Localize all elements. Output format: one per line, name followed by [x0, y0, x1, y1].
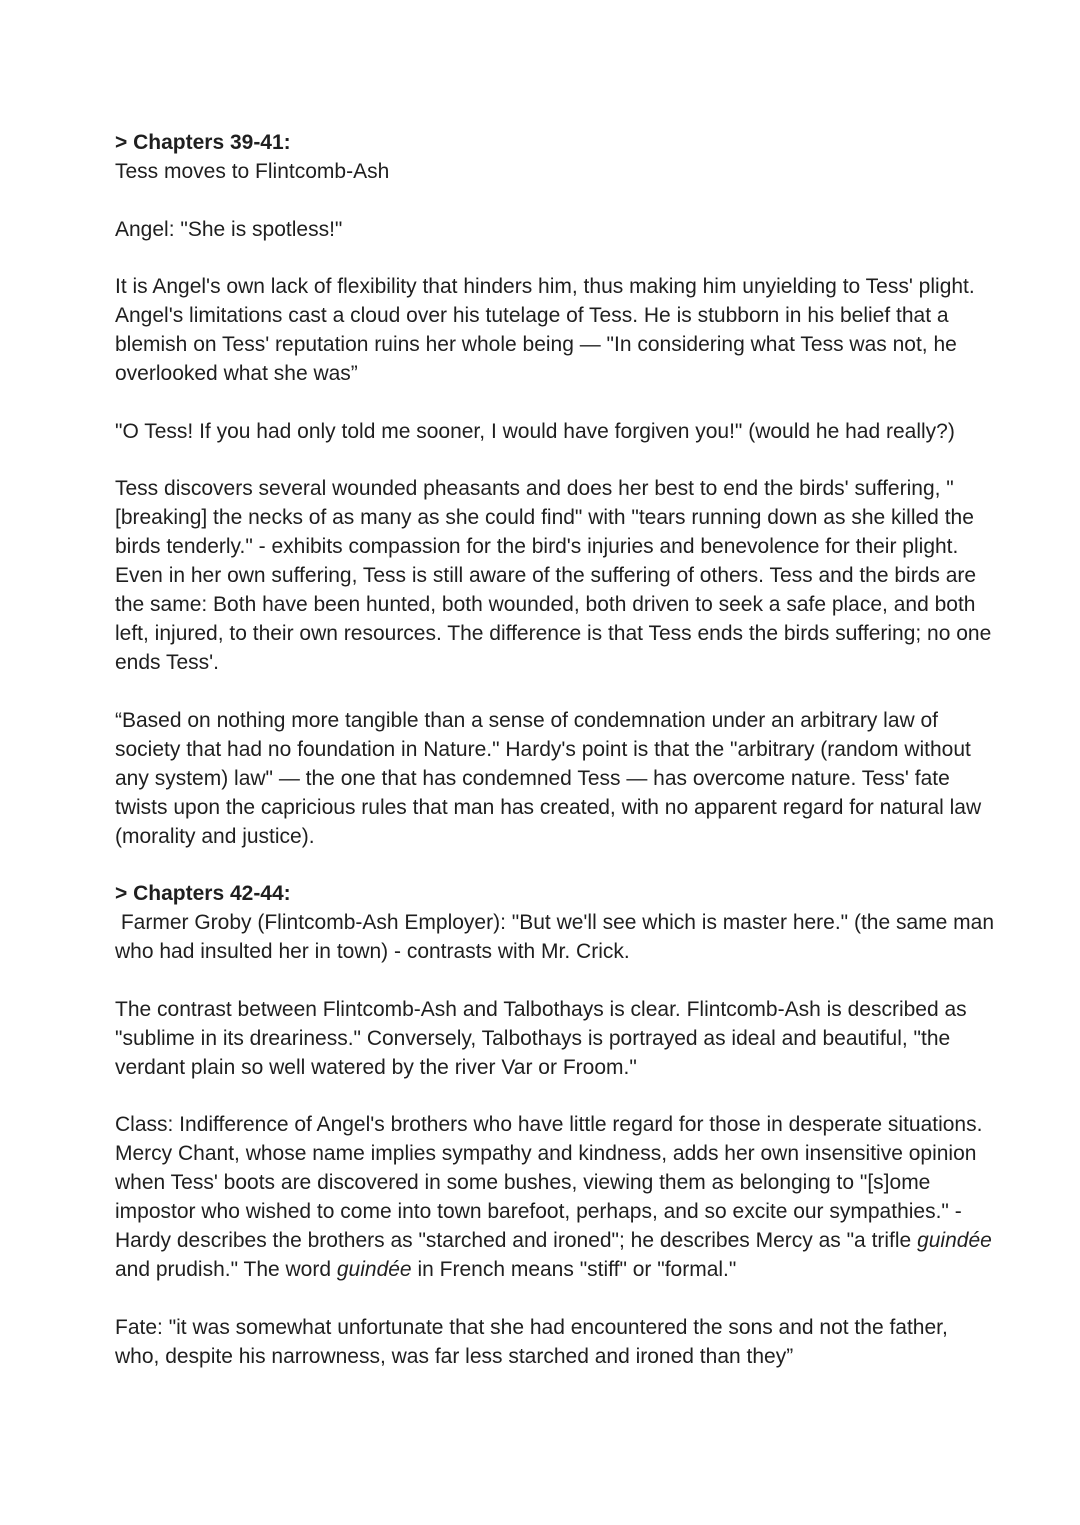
paragraph-farmer-groby: Farmer Groby (Flintcomb-Ash Employer): "But we'll see which is master here." (the same man who had insulted her in town) - contrasts with Mr. Crick. [115, 911, 1000, 963]
class-text-part1: Class: Indifference of Angel's brothers who have little regard for those in desperate situations. Mercy Chant, whose name implies sympathy and kindness, adds her own insensitive opinion when Tess' boots are discovered in some bushes, viewing them as belonging to "[s]ome impostor who wished to come into town barefoot, perhaps, and so excite our sympathies." - Hardy describes the brothers as "starched and ironed"; he describes Mercy as "a trifle [115, 1113, 989, 1252]
class-text-part2: and prudish." The word [115, 1229, 998, 1281]
paragraph-fate: Fate: "it was somewhat unfortunate that she had encountered the sons and not the father, who, despite his narrowness, was far less starched and ironed than they” [115, 1315, 948, 1368]
paragraph-class [115, 1110, 998, 1284]
paragraph-contrast: The contrast between Flintcomb-Ash and Talbothays is clear. Flintcomb-Ash is described as "sublime in its dreariness." Conversely, Talbothays is portrayed as ideal and beautiful, "the verdant plain so well watered by the river Var or Froom." [115, 997, 967, 1079]
class-italic-guindee-2: guindée [336, 1258, 412, 1281]
section-chapters-39-41-intro [115, 128, 995, 186]
class-text-part3: in French means "stiff" or "formal." [411, 1258, 737, 1281]
section-chapters-42-44-intro [115, 879, 1000, 966]
paragraph-o-tess-quote: "O Tess! If you had only told me sooner, I would have forgiven you!" (would he had really?) [115, 419, 955, 443]
section-heading-chapters-39-41: > Chapters 39-41: [115, 131, 291, 154]
paragraph-angel-quote: Angel: "She is spotless!" [115, 217, 343, 241]
paragraph-arbitrary-law: “Based on nothing more tangible than a sense of condemnation under an arbitrary law of society that had no foundation in Nature." Hardy's point is that the "arbitrary (random without any system) law" — the one that has condemned Tess — has overcome nature. Tess' fate twists upon the capricious rules that man has created, with no apparent regard for natural law (morality and justice). [115, 708, 982, 848]
class-italic-guindee-1: guindée [917, 1229, 992, 1252]
document-body [115, 128, 1000, 1399]
paragraph-angel-flexibility: It is Angel's own lack of flexibility that hinders him, thus making him unyielding to Tess' plight. Angel's limitations cast a cloud over his tutelage of Tess. He is stubborn in his belief that a blemish on Tess' reputation ruins her whole being — "In considering what Tess was not, he overlooked what she was” [115, 275, 975, 385]
paragraph-pheasants: Tess discovers several wounded pheasants and does her best to end the birds' suffering, "[breaking] the necks of as many as she could find" with "tears running down as she killed the birds tenderly." - exhibits compassion for the bird's injuries and benevolence for their plight. Even in her own suffering, Tess is still aware of the suffering of others. Tess and the birds are the same: Both have been hunted, both wounded, both driven to seek a safe place, and both left, injured, to their own resources. The difference is that Tess ends the birds suffering; no one ends Tess'. [115, 477, 992, 674]
section-heading-chapters-42-44: > Chapters 42-44: [115, 882, 291, 905]
section-subheading: Tess moves to Flintcomb-Ash [115, 160, 390, 183]
